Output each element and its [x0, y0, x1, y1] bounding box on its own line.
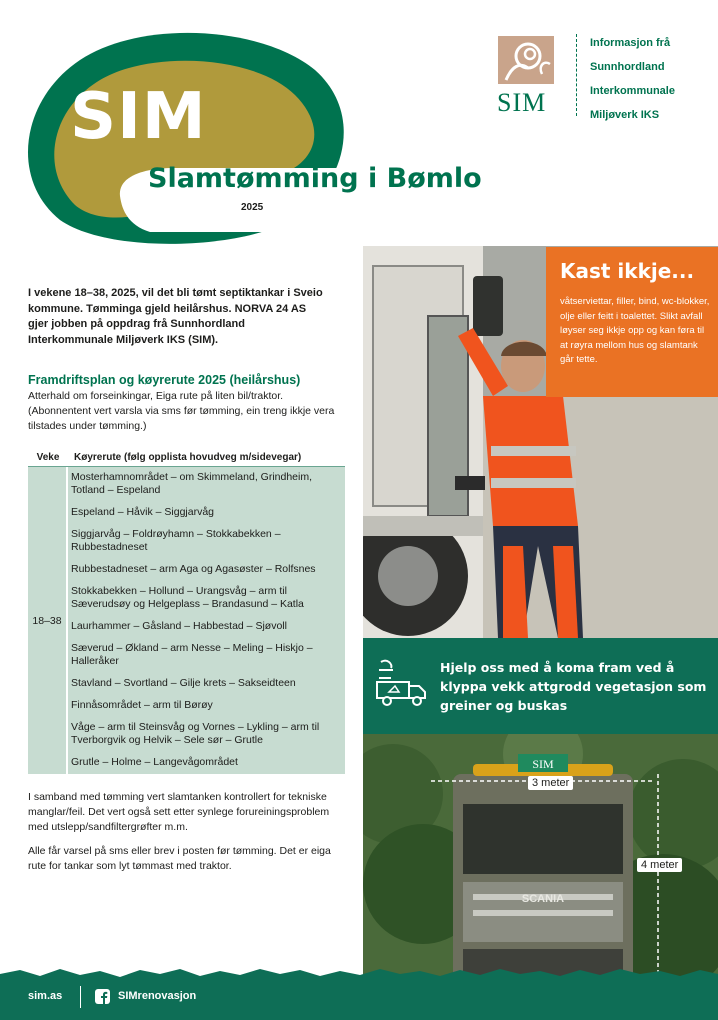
sim-rose-logo-icon: [498, 36, 554, 84]
org-line: Informasjon frå: [590, 37, 671, 49]
truck-brand-text: SCANIA: [521, 893, 565, 905]
route-table: [28, 448, 345, 774]
week-column-header: Veke: [28, 448, 68, 467]
kast-text: våtserviettar, filler, bind, wc-blokker, olje eller feitt i toalettet. Slikt avfall løyser seg ikkje opp og kan føra til at røyra mellom hus og slamtank går tette.: [560, 296, 710, 365]
table-header-row: [28, 448, 345, 467]
footer-facebook-link[interactable]: SIMrenovasjon: [118, 990, 197, 1002]
route-item: Espeland – Håvik – Siggjarvåg: [71, 506, 215, 518]
footer-divider: [80, 986, 81, 1008]
org-line: Miljøverk IKS: [590, 109, 660, 121]
logo-text: SIM: [497, 88, 547, 117]
sim-brand-large: SIM: [70, 80, 207, 154]
truck-sign-text: SIM: [532, 757, 554, 771]
route-item: Stokkabekken – Hollund – Urangsvåg – arm til Sæverudsøy og Helgeplass – Brandasund – Katla: [71, 585, 304, 610]
route-item: Mosterhamnområdet – om Skimmeland, Grindheim, Totland – Espeland: [71, 471, 313, 496]
route-item: Finnåsområdet – arm til Børøy: [71, 699, 213, 711]
page-title: Slamtømming i Bømlo: [148, 163, 482, 194]
help-text: Hjelp oss med å koma fram ved å klyppa vekk attgrodd vegetasjon som greiner og buskas: [440, 660, 707, 713]
route-column-header: Køyrerute (følg opplista hovudveg m/sidevegar): [68, 448, 345, 467]
route-item: Siggjarvåg – Foldrøyhamn – Stokkabekken – Rubbestadneset: [71, 528, 281, 553]
notes: [28, 790, 348, 883]
kast-title: Kast ikkje...: [560, 259, 695, 283]
help-banner: [363, 638, 718, 734]
week-cell: 18–38: [28, 467, 68, 774]
width-label: 3 meter: [528, 776, 573, 790]
plan-title: Framdriftsplan og køyrerute 2025 (heilårshus): [28, 373, 301, 387]
route-cell: [68, 467, 345, 774]
footer-website-link[interactable]: sim.as: [28, 990, 63, 1002]
route-item: Rubbestadneset – arm Aga og Agasøster – Rolfsnes: [71, 563, 316, 575]
note-paragraph: Alle får varsel på sms eller brev i posten før tømming. Det er eiga rute for tankar som lyt tømmast med traktor.: [28, 845, 331, 872]
intro-text: I vekene 18–38, 2025, vil det bli tømt septiktankar i Sveio kommune. Tømminga gjeld heilårshus. NORVA 24 AS gjer jobben på oppdrag frå Sunnhordland Interkommunale Miljøverk IKS (SIM).: [28, 287, 323, 346]
org-line: Interkommunale: [590, 85, 675, 97]
route-item: Laurhammer – Gåsland – Habbestad – Sjøvoll: [71, 620, 287, 632]
year-label: 2025: [241, 202, 264, 213]
table-row: [28, 467, 345, 774]
kast-ikkje-box: [546, 247, 718, 397]
org-info: [590, 31, 675, 127]
facebook-icon[interactable]: [95, 989, 110, 1004]
height-label: 4 meter: [637, 858, 682, 872]
route-item: Sæverud – Økland – arm Nesse – Meling – Hiskjo – Halleråker: [71, 642, 313, 667]
org-line: Sunnhordland: [590, 61, 665, 73]
plan-subtitle: Atterhald om forseinkingar, Eiga rute på liten bil/traktor. (Abonnentent vert varsla via sms før tømming, ein treng ikkje vera tilstades under tømming.): [28, 390, 335, 432]
note-paragraph: I samband med tømming vert slamtanken kontrollert for tekniske manglar/feil. Det vert også sett etter synlege forureiningsproblem med utslepp/sandfiltergrøfter m.m.: [28, 791, 330, 833]
route-item: Grutle – Holme – Langevågområdet: [71, 756, 238, 768]
truck-icon: [373, 658, 429, 708]
route-item: Våge – arm til Steinsvåg og Vornes – Lykling – arm til Tverborgvik og Helvik – Sele sør – Grutle: [71, 721, 320, 746]
header-divider: [576, 34, 577, 116]
route-item: Stavland – Svortland – Gilje krets – Sakseidteen: [71, 677, 296, 689]
